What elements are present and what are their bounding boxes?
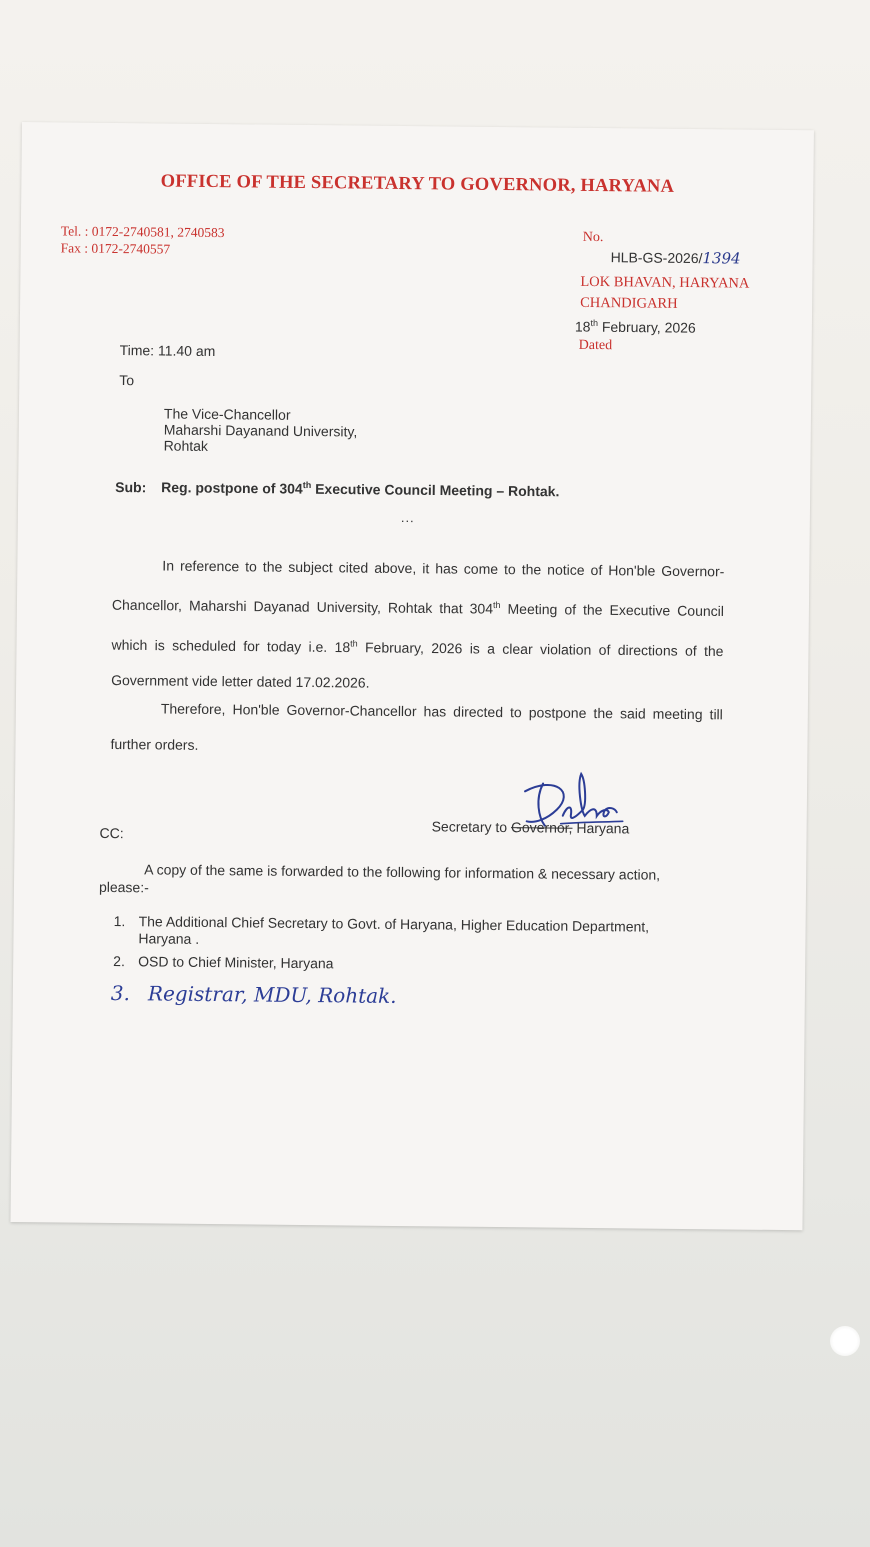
light-reflection (830, 1326, 860, 1356)
contact-block (61, 222, 225, 258)
date-day: 18 (574, 318, 591, 335)
paragraph-2: Therefore, Hon'ble Governor-Chancellor has directed to postpone the said meeting till further orders. (110, 700, 723, 753)
cc-handwritten-text: Registrar, MDU, Rohtak. (147, 981, 397, 1008)
subject-text-end: Executive Council Meeting – Rohtak. (311, 480, 560, 500)
subject-text-start: Reg. postpone of 304 (161, 479, 303, 497)
recipient-line-2: Maharshi Dayanand University, (163, 421, 358, 440)
signatory-prefix: Secretary to (431, 818, 512, 836)
date-month-year: February, 2026 (597, 318, 696, 336)
reference-number-handwritten: 1394 (702, 249, 741, 268)
signatory-struck-word: Governor, (510, 819, 573, 836)
reference-number-printed: HLB-GS-2026/ (610, 249, 703, 267)
cc-item (113, 913, 653, 953)
reference-number (611, 248, 741, 267)
time-line: Time: 11.40 am (119, 342, 216, 360)
paragraph-1-ordinal-2: th (350, 638, 358, 649)
cc-handwritten-item (111, 981, 397, 1008)
signatory-designation (432, 818, 630, 836)
fax-number: Fax : 0172-2740557 (60, 240, 171, 257)
cc-item (113, 953, 653, 976)
cc-item-text: The Additional Chief Secretary to Govt. of Haryana, Higher Education Department, Haryana . (138, 913, 650, 947)
signatory-suffix: Haryana (572, 819, 630, 837)
cc-label: CC: (99, 824, 124, 842)
address-line-2: CHANDIGARH (580, 294, 678, 312)
letter-page (10, 122, 813, 1230)
dated-label: Dated (578, 337, 613, 354)
cc-item-number: 1. (113, 913, 126, 930)
subject-line (115, 478, 559, 499)
recipient-line-3: Rohtak (163, 437, 209, 454)
subject-label: Sub: (115, 478, 147, 495)
paragraph-1-part-1: In reference to the subject cited above, it has come to the notice of Hon'ble Governor-Chancellor, Maharshi Dayanad University, Rohtak that 304 (111, 557, 725, 617)
recipient-line-1: The Vice-Chancellor (163, 405, 291, 423)
cc-list (113, 913, 654, 982)
paragraph-1-ordinal-1: th (493, 599, 501, 611)
office-address (580, 272, 749, 316)
cc-intro: A copy of the same is forwarded to the following for information & necessary action, please:- (98, 861, 661, 896)
address-line-1: LOK BHAVAN, HARYANA (580, 273, 750, 292)
letter-date (575, 318, 696, 336)
paragraph-1 (111, 547, 725, 705)
cc-item-number: 2. (113, 953, 125, 970)
telephone-numbers: Tel. : 0172-2740581, 2740583 (60, 223, 225, 241)
subject-ordinal: th (302, 479, 312, 491)
cc-item-text: OSD to Chief Minister, Haryana (138, 953, 334, 972)
recipient-address (164, 406, 358, 456)
to-label: To (119, 372, 135, 389)
paragraph-1-part-3: February, 2026 is a clear violation of directions of the Government vide letter dated 17.02.2026. (111, 638, 724, 691)
separator: ... (400, 509, 415, 526)
letterhead-title: OFFICE OF THE SECRETARY TO GOVERNOR, HARYANA (160, 171, 675, 197)
paragraph-1-part-2: Meeting of the Executive Council which is scheduled for today i.e. 18 (111, 600, 725, 655)
reference-no-label: No. (582, 229, 604, 246)
date-ordinal: th (590, 317, 599, 329)
cc-handwritten-number: 3. (110, 980, 131, 1006)
